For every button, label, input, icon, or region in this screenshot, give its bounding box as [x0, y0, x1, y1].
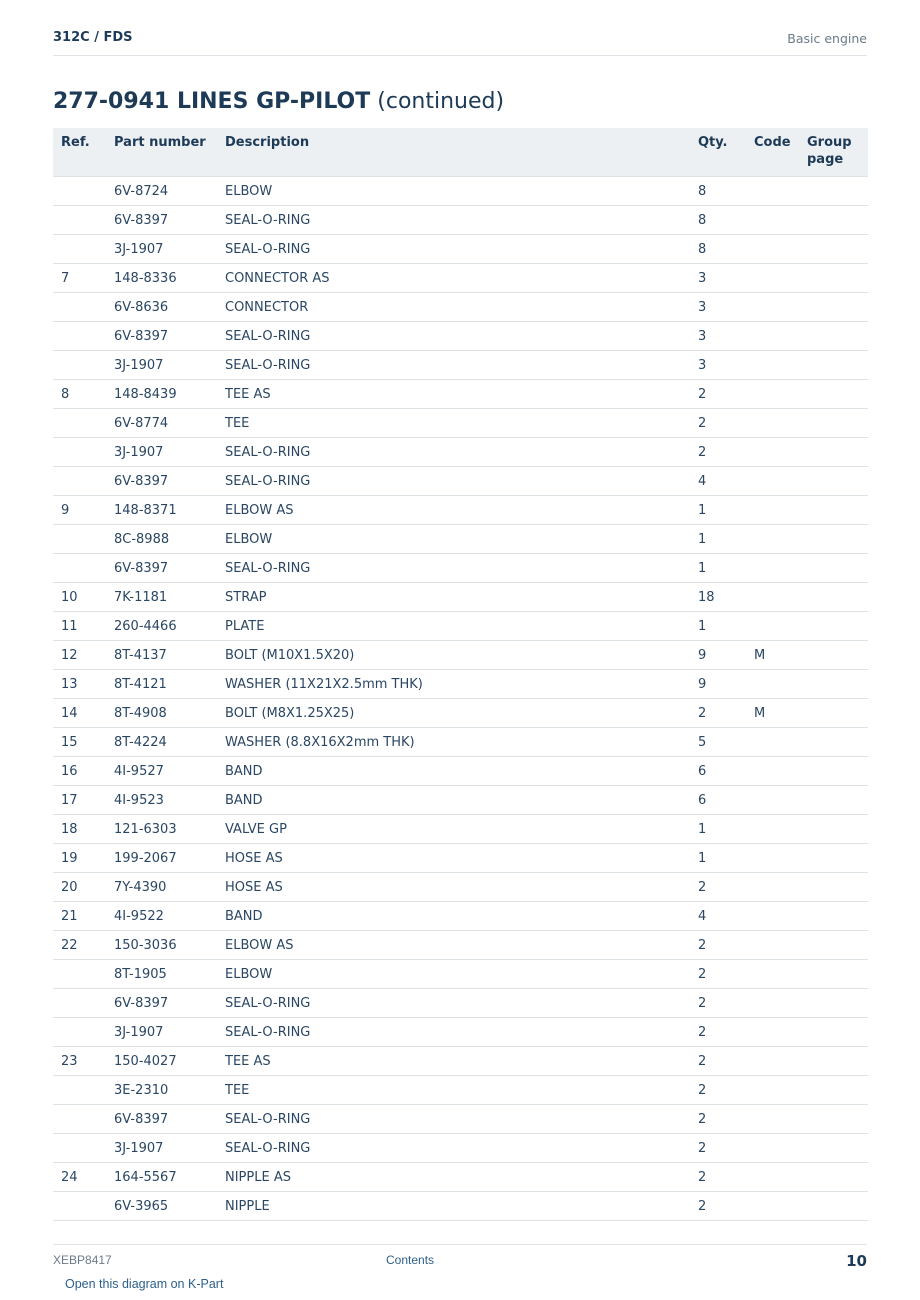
qty-cell: 9: [698, 641, 754, 670]
table-row: [53, 351, 868, 380]
description-cell: CONNECTOR AS: [225, 264, 698, 293]
ref-cell: [53, 438, 114, 467]
group-page-cell: [807, 438, 868, 467]
description-cell: TEE AS: [225, 1047, 698, 1076]
description-cell: NIPPLE AS: [225, 1163, 698, 1192]
code-cell: [754, 786, 807, 815]
part-number-cell: 8T-1905: [114, 960, 225, 989]
table-row: [53, 1192, 868, 1221]
qty-cell: 2: [698, 1018, 754, 1047]
group-page-cell: [807, 1076, 868, 1105]
code-cell: [754, 1134, 807, 1163]
group-page-cell: [807, 1018, 868, 1047]
description-cell: WASHER (11X21X2.5mm THK): [225, 670, 698, 699]
part-number-cell: 150-4027: [114, 1047, 225, 1076]
part-number-cell: 8T-4121: [114, 670, 225, 699]
group-page-cell: [807, 931, 868, 960]
table-row: [53, 1076, 868, 1105]
description-cell: SEAL-O-RING: [225, 322, 698, 351]
page-number: 10: [846, 1252, 867, 1270]
footer-divider: [53, 1244, 867, 1245]
table-row: [53, 757, 868, 786]
description-cell: SEAL-O-RING: [225, 235, 698, 264]
qty-cell: 2: [698, 1163, 754, 1192]
description-cell: ELBOW AS: [225, 931, 698, 960]
qty-cell: 3: [698, 322, 754, 351]
table-row: [53, 989, 868, 1018]
code-cell: M: [754, 641, 807, 670]
part-number-cell: 260-4466: [114, 612, 225, 641]
qty-cell: 2: [698, 1105, 754, 1134]
ref-cell: [53, 1192, 114, 1221]
code-cell: [754, 467, 807, 496]
table-row: [53, 293, 868, 322]
description-cell: HOSE AS: [225, 844, 698, 873]
group-page-cell: [807, 583, 868, 612]
group-page-cell: [807, 206, 868, 235]
description-cell: TEE: [225, 409, 698, 438]
code-cell: [754, 235, 807, 264]
description-cell: SEAL-O-RING: [225, 438, 698, 467]
qty-cell: 3: [698, 264, 754, 293]
group-page-cell: [807, 844, 868, 873]
part-number-cell: 6V-8397: [114, 1105, 225, 1134]
part-number-cell: 8T-4137: [114, 641, 225, 670]
table-row: [53, 322, 868, 351]
parts-table: [53, 128, 868, 1221]
description-cell: NIPPLE: [225, 1192, 698, 1221]
ref-cell: 20: [53, 873, 114, 902]
group-page-cell: [807, 1163, 868, 1192]
col-code: Code: [754, 128, 807, 177]
group-code-name: 277-0941 LINES GP-PILOT: [53, 89, 371, 114]
code-cell: [754, 322, 807, 351]
qty-cell: 6: [698, 757, 754, 786]
table-row: [53, 583, 868, 612]
col-group-page: Group page: [807, 128, 868, 177]
part-number-cell: 6V-8724: [114, 177, 225, 206]
table-row: [53, 641, 868, 670]
ref-cell: 18: [53, 815, 114, 844]
qty-cell: 2: [698, 409, 754, 438]
group-page-cell: [807, 235, 868, 264]
col-ref: Ref.: [53, 128, 114, 177]
qty-cell: 18: [698, 583, 754, 612]
qty-cell: 2: [698, 1076, 754, 1105]
contents-link[interactable]: Contents: [386, 1253, 435, 1267]
model-breadcrumb: 312C / FDS: [53, 30, 133, 45]
table-row: [53, 177, 868, 206]
code-cell: [754, 1192, 807, 1221]
part-number-cell: 148-8336: [114, 264, 225, 293]
table-row: [53, 467, 868, 496]
table-row: [53, 815, 868, 844]
qty-cell: 9: [698, 670, 754, 699]
code-cell: [754, 757, 807, 786]
part-number-cell: 6V-8397: [114, 467, 225, 496]
part-number-cell: 7K-1181: [114, 583, 225, 612]
ref-cell: 8: [53, 380, 114, 409]
table-row: [53, 699, 868, 728]
part-number-cell: 3J-1907: [114, 1018, 225, 1047]
code-cell: [754, 380, 807, 409]
part-number-cell: 4I-9527: [114, 757, 225, 786]
description-cell: SEAL-O-RING: [225, 1105, 698, 1134]
group-page-cell: [807, 293, 868, 322]
code-cell: [754, 351, 807, 380]
part-number-cell: 6V-8636: [114, 293, 225, 322]
code-cell: [754, 525, 807, 554]
code-cell: [754, 496, 807, 525]
ref-cell: 16: [53, 757, 114, 786]
table-row: [53, 380, 868, 409]
code-cell: [754, 902, 807, 931]
qty-cell: 2: [698, 873, 754, 902]
code-cell: [754, 873, 807, 902]
page-header: [53, 28, 867, 56]
group-page-cell: [807, 699, 868, 728]
table-row: [53, 931, 868, 960]
description-cell: SEAL-O-RING: [225, 1134, 698, 1163]
ref-cell: 15: [53, 728, 114, 757]
ref-cell: 21: [53, 902, 114, 931]
description-cell: BOLT (M10X1.5X20): [225, 641, 698, 670]
qty-cell: 2: [698, 380, 754, 409]
qty-cell: 8: [698, 206, 754, 235]
description-cell: PLATE: [225, 612, 698, 641]
code-cell: [754, 931, 807, 960]
table-row: [53, 1047, 868, 1076]
code-cell: [754, 264, 807, 293]
description-cell: BAND: [225, 757, 698, 786]
group-page-cell: [807, 1134, 868, 1163]
group-page-cell: [807, 960, 868, 989]
code-cell: [754, 293, 807, 322]
group-page-cell: [807, 380, 868, 409]
group-page-cell: [807, 989, 868, 1018]
code-cell: [754, 670, 807, 699]
qty-cell: 3: [698, 293, 754, 322]
ref-cell: [53, 235, 114, 264]
qty-cell: 1: [698, 525, 754, 554]
code-cell: [754, 612, 807, 641]
table-row: [53, 670, 868, 699]
ref-cell: [53, 351, 114, 380]
code-cell: [754, 1047, 807, 1076]
group-page-cell: [807, 351, 868, 380]
part-number-cell: 6V-8397: [114, 322, 225, 351]
table-row: [53, 728, 868, 757]
group-page-cell: [807, 1047, 868, 1076]
code-cell: [754, 206, 807, 235]
table-row: [53, 1163, 868, 1192]
code-cell: [754, 1076, 807, 1105]
table-row: [53, 409, 868, 438]
qty-cell: 8: [698, 235, 754, 264]
qty-cell: 1: [698, 612, 754, 641]
group-page-cell: [807, 1192, 868, 1221]
description-cell: BAND: [225, 786, 698, 815]
code-cell: [754, 960, 807, 989]
qty-cell: 2: [698, 438, 754, 467]
part-number-cell: 8T-4908: [114, 699, 225, 728]
table-row: [53, 554, 868, 583]
table-row: [53, 612, 868, 641]
qty-cell: 2: [698, 699, 754, 728]
table-row: [53, 786, 868, 815]
description-cell: SEAL-O-RING: [225, 989, 698, 1018]
ref-cell: 14: [53, 699, 114, 728]
description-cell: CONNECTOR: [225, 293, 698, 322]
group-page-cell: [807, 554, 868, 583]
part-number-cell: 199-2067: [114, 844, 225, 873]
description-cell: SEAL-O-RING: [225, 467, 698, 496]
code-cell: M: [754, 699, 807, 728]
description-cell: STRAP: [225, 583, 698, 612]
part-number-cell: 6V-8774: [114, 409, 225, 438]
ref-cell: [53, 1076, 114, 1105]
ref-cell: 24: [53, 1163, 114, 1192]
code-cell: [754, 1105, 807, 1134]
group-page-cell: [807, 641, 868, 670]
description-cell: ELBOW AS: [225, 496, 698, 525]
ref-cell: [53, 177, 114, 206]
open-diagram-link[interactable]: Open this diagram on K-Part: [65, 1277, 224, 1291]
group-page-cell: [807, 670, 868, 699]
code-cell: [754, 989, 807, 1018]
group-page-cell: [807, 409, 868, 438]
qty-cell: 4: [698, 902, 754, 931]
table-row: [53, 206, 868, 235]
part-number-cell: 3J-1907: [114, 1134, 225, 1163]
ref-cell: 23: [53, 1047, 114, 1076]
qty-cell: 2: [698, 960, 754, 989]
ref-cell: 9: [53, 496, 114, 525]
ref-cell: [53, 960, 114, 989]
table-row: [53, 235, 868, 264]
description-cell: ELBOW: [225, 525, 698, 554]
ref-cell: 17: [53, 786, 114, 815]
ref-cell: [53, 554, 114, 583]
table-row: [53, 438, 868, 467]
group-page-cell: [807, 467, 868, 496]
description-cell: VALVE GP: [225, 815, 698, 844]
description-cell: ELBOW: [225, 177, 698, 206]
ref-cell: [53, 1018, 114, 1047]
part-number-cell: 8T-4224: [114, 728, 225, 757]
ref-cell: [53, 989, 114, 1018]
qty-cell: 6: [698, 786, 754, 815]
group-page-cell: [807, 177, 868, 206]
qty-cell: 2: [698, 989, 754, 1018]
table-row: [53, 960, 868, 989]
code-cell: [754, 844, 807, 873]
qty-cell: 1: [698, 496, 754, 525]
description-cell: BOLT (M8X1.25X25): [225, 699, 698, 728]
ref-cell: [53, 1134, 114, 1163]
part-number-cell: 6V-8397: [114, 554, 225, 583]
group-page-cell: [807, 1105, 868, 1134]
description-cell: HOSE AS: [225, 873, 698, 902]
qty-cell: 2: [698, 1134, 754, 1163]
ref-cell: 12: [53, 641, 114, 670]
table-row: [53, 873, 868, 902]
ref-cell: 11: [53, 612, 114, 641]
qty-cell: 2: [698, 1192, 754, 1221]
table-row: [53, 1105, 868, 1134]
table-row: [53, 1134, 868, 1163]
qty-cell: 4: [698, 467, 754, 496]
table-row: [53, 264, 868, 293]
qty-cell: 8: [698, 177, 754, 206]
col-qty: Qty.: [698, 128, 754, 177]
ref-cell: [53, 467, 114, 496]
code-cell: [754, 583, 807, 612]
parts-table-body: [53, 177, 868, 1221]
qty-cell: 1: [698, 844, 754, 873]
group-page-cell: [807, 815, 868, 844]
table-row: [53, 496, 868, 525]
ref-cell: [53, 206, 114, 235]
part-number-cell: 4I-9522: [114, 902, 225, 931]
code-cell: [754, 177, 807, 206]
part-number-cell: 6V-3965: [114, 1192, 225, 1221]
description-cell: TEE AS: [225, 380, 698, 409]
code-cell: [754, 409, 807, 438]
part-number-cell: 148-8371: [114, 496, 225, 525]
ref-cell: 19: [53, 844, 114, 873]
group-page-cell: [807, 786, 868, 815]
code-cell: [754, 438, 807, 467]
group-page-cell: [807, 757, 868, 786]
table-row: [53, 844, 868, 873]
group-page-cell: [807, 264, 868, 293]
ref-cell: 7: [53, 264, 114, 293]
table-row: [53, 1018, 868, 1047]
qty-cell: 1: [698, 554, 754, 583]
ref-cell: [53, 409, 114, 438]
description-cell: SEAL-O-RING: [225, 351, 698, 380]
description-cell: BAND: [225, 902, 698, 931]
part-number-cell: 3J-1907: [114, 438, 225, 467]
part-number-cell: 7Y-4390: [114, 873, 225, 902]
description-cell: SEAL-O-RING: [225, 554, 698, 583]
code-cell: [754, 815, 807, 844]
group-page-cell: [807, 612, 868, 641]
description-cell: SEAL-O-RING: [225, 206, 698, 235]
page-title: [53, 89, 504, 114]
qty-cell: 5: [698, 728, 754, 757]
code-cell: [754, 728, 807, 757]
col-part-number: Part number: [114, 128, 225, 177]
document-id: XEBP8417: [53, 1253, 112, 1267]
description-cell: TEE: [225, 1076, 698, 1105]
code-cell: [754, 1018, 807, 1047]
table-header-row: [53, 128, 868, 177]
ref-cell: [53, 525, 114, 554]
part-number-cell: 4I-9523: [114, 786, 225, 815]
part-number-cell: 8C-8988: [114, 525, 225, 554]
group-page-cell: [807, 873, 868, 902]
group-page-cell: [807, 902, 868, 931]
qty-cell: 1: [698, 815, 754, 844]
qty-cell: 2: [698, 931, 754, 960]
table-row: [53, 525, 868, 554]
col-description: Description: [225, 128, 698, 177]
part-number-cell: 121-6303: [114, 815, 225, 844]
ref-cell: [53, 1105, 114, 1134]
title-suffix: (continued): [377, 89, 505, 114]
part-number-cell: 3E-2310: [114, 1076, 225, 1105]
ref-cell: 22: [53, 931, 114, 960]
description-cell: WASHER (8.8X16X2mm THK): [225, 728, 698, 757]
part-number-cell: 6V-8397: [114, 989, 225, 1018]
part-number-cell: 148-8439: [114, 380, 225, 409]
group-page-cell: [807, 496, 868, 525]
ref-cell: 13: [53, 670, 114, 699]
qty-cell: 3: [698, 351, 754, 380]
section-label: Basic engine: [787, 31, 867, 46]
description-cell: ELBOW: [225, 960, 698, 989]
part-number-cell: 3J-1907: [114, 351, 225, 380]
group-page-cell: [807, 322, 868, 351]
ref-cell: 10: [53, 583, 114, 612]
ref-cell: [53, 293, 114, 322]
code-cell: [754, 1163, 807, 1192]
description-cell: SEAL-O-RING: [225, 1018, 698, 1047]
part-number-cell: 6V-8397: [114, 206, 225, 235]
table-row: [53, 902, 868, 931]
code-cell: [754, 554, 807, 583]
group-page-cell: [807, 728, 868, 757]
qty-cell: 2: [698, 1047, 754, 1076]
group-page-cell: [807, 525, 868, 554]
ref-cell: [53, 322, 114, 351]
part-number-cell: 150-3036: [114, 931, 225, 960]
part-number-cell: 3J-1907: [114, 235, 225, 264]
part-number-cell: 164-5567: [114, 1163, 225, 1192]
